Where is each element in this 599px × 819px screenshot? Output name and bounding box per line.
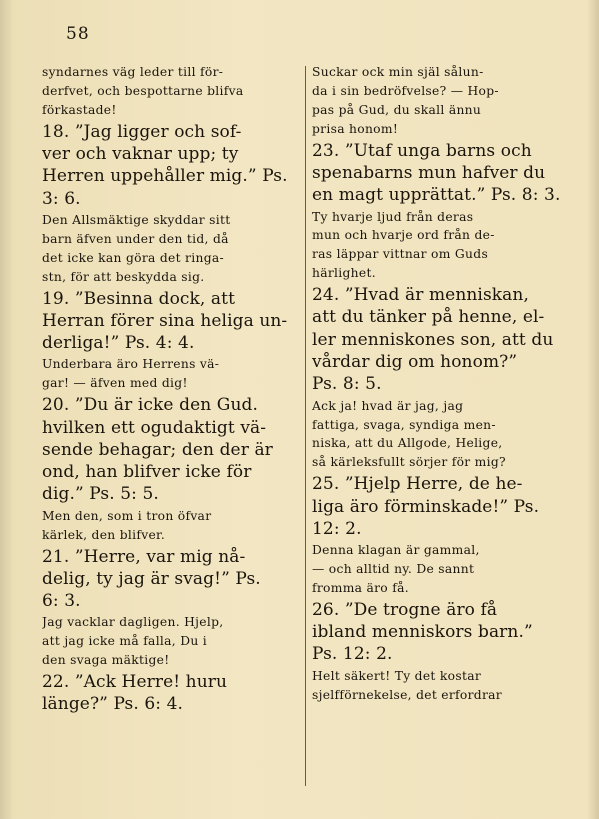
right-column [312,62,570,705]
commentary-block [42,355,294,393]
text-line: 22. ”Ack Herre! huru [42,672,228,693]
commentary-block [312,63,570,139]
text-line: det icke kan göra det ringa- [42,250,224,265]
commentary-block [42,613,294,670]
text-line: syndarnes väg leder till för- [42,65,224,79]
text-line: ras läppar vittnar om Guds [312,247,489,262]
text-line: 12: 2. [312,518,362,539]
text-line: hvilken ett ogudaktigt vä- [42,417,267,438]
commentary-block [42,211,294,287]
text-line: Ps. 12: 2. [312,644,393,665]
text-line: Ty hvarje ljud från deras [312,209,474,224]
text-line: barn äfven under den tid, då [42,231,229,246]
commentary-block [312,208,570,284]
text-line: ver och vaknar upp; ty [42,144,239,165]
text-line: derfvet, och bespottarne blifva [42,83,244,98]
text-line: ond, han blifver icke för [42,462,252,483]
commentary-block [42,507,294,545]
text-line: 26. ”De trogne äro få [312,599,498,620]
verse-block [312,473,570,540]
text-line: den svaga mäktige! [42,653,170,668]
text-line: kärlek, den blifver. [42,527,166,542]
text-line: så kärleksfullt sörjer för mig? [312,455,506,470]
text-line: 6: 3. [42,591,81,612]
text-line: att jag icke må falla, Du i [42,634,208,649]
text-line: stn, för att beskydda sig. [42,269,205,284]
left-column [42,62,294,716]
text-line: 18. ”Jag ligger och sof- [42,121,242,142]
commentary-block [312,541,570,598]
text-line: — och alltid ny. De sannt [312,562,475,577]
text-line: liga äro förminskade!” Ps. [312,496,540,517]
commentary-block [42,63,294,120]
text-line: gar! — äfven med dig! [42,376,188,391]
text-line: Herran förer sina heliga un- [42,310,288,331]
verse-block [42,288,294,355]
text-line: förkastade! [42,102,117,117]
commentary-block [312,397,570,473]
text-line: Men den, som i tron öfvar [42,508,212,523]
commentary-block [312,667,570,705]
verse-block [312,599,570,666]
text-line: 24. ”Hvad är menniskan, [312,285,529,306]
text-line: en magt upprättat.” Ps. 8: 3. [312,185,561,206]
text-line: Underbara äro Herrens vä- [42,357,220,372]
text-line: vårdar dig om honom?” [312,352,518,373]
text-line: fromma äro få. [312,580,409,595]
verse-block [42,671,294,716]
column-divider [305,66,306,786]
verse-block [42,394,294,505]
text-line: härlighet. [312,266,376,281]
text-line: derliga!” Ps. 4: 4. [42,333,195,354]
text-line: prisa honom! [312,121,399,136]
text-line: sende behagar; den der är [42,439,273,460]
text-line: spenabarns mun hafver du [312,162,546,183]
gutter-shadow [0,0,14,819]
text-line: Denna klagan är gammal, [312,543,480,558]
text-line: Ps. 8: 5. [312,374,382,395]
text-line: sjelfförnekelse, det erfordrar [312,687,502,702]
text-line: Suckar ock min själ sålun- [312,65,484,79]
text-line: Herren uppehåller mig.” Ps. [42,166,288,187]
text-line: 25. ”Hjelp Herre, de he- [312,474,523,495]
text-line: delig, ty jag är svag!” Ps. [42,568,261,589]
text-line: Helt säkert! Ty det kostar [312,668,481,683]
page-number: 58 [66,24,90,44]
verse-block [312,140,570,207]
verse-block [42,546,294,613]
page-edge [587,0,599,819]
verse-block [312,284,570,395]
text-line: 3: 6. [42,188,81,209]
text-line: mun och hvarje ord från de- [312,228,495,243]
text-line: ibland menniskors barn.” [312,622,533,643]
text-line: Jag vacklar dagligen. Hjelp, [42,615,224,630]
text-line: ler menniskones son, att du [312,329,554,350]
text-line: 21. ”Herre, var mig nå- [42,546,246,567]
text-line: 20. ”Du är icke den Gud. [42,395,259,416]
text-line: länge?” Ps. 6: 4. [42,694,184,715]
text-line: fattiga, svaga, syndiga men- [312,417,496,432]
text-line: att du tänker på henne, el- [312,307,545,328]
text-line: Ack ja! hvad är jag, jag [312,398,464,413]
text-line: 19. ”Besinna dock, att [42,288,236,309]
text-line: dig.” Ps. 5: 5. [42,484,159,505]
text-line: Den Allsmäktige skyddar sitt [42,212,231,227]
text-line: 23. ”Utaf unga barns och [312,140,532,161]
verse-block [42,121,294,210]
text-line: da i sin bedröfvelse? — Hop- [312,83,499,98]
text-line: pas på Gud, du skall ännu [312,102,482,117]
text-line: niska, att du Allgode, Helige, [312,436,503,451]
